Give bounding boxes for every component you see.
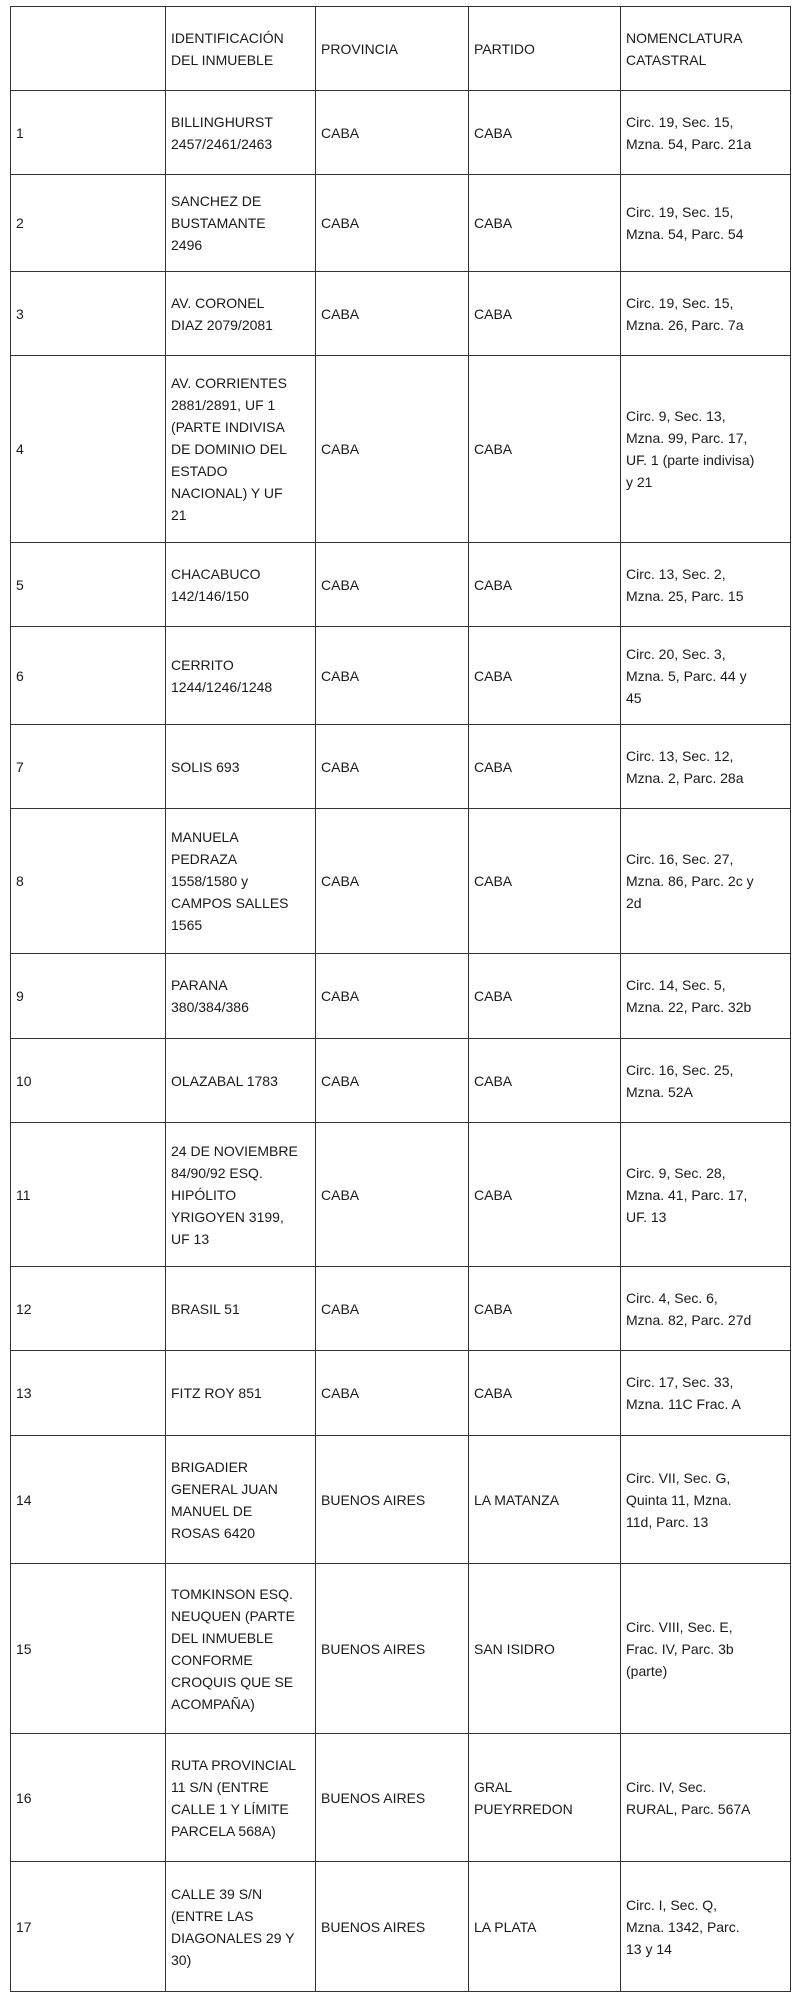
row-province: CABA	[316, 272, 469, 356]
table-row	[11, 954, 791, 1039]
row-district: CABA	[469, 1351, 621, 1436]
row-cadastral: Circ. 4, Sec. 6, Mzna. 82, Parc. 27d	[621, 1267, 791, 1351]
row-identification: SOLIS 693	[166, 725, 316, 809]
row-district: CABA	[469, 543, 621, 627]
row-number: 1	[11, 91, 166, 175]
row-number: 9	[11, 954, 166, 1039]
row-district: CABA	[469, 91, 621, 175]
property-table	[10, 6, 791, 1992]
row-identification: CALLE 39 S/N (ENTRE LAS DIAGONALES 29 Y 30)	[166, 1862, 316, 1992]
table-row	[11, 175, 791, 272]
table-row	[11, 1436, 791, 1564]
row-identification: BRASIL 51	[166, 1267, 316, 1351]
row-identification: PARANA 380/384/386	[166, 954, 316, 1039]
row-identification: AV. CORRIENTES 2881/2891, UF 1 (PARTE INDIVISA DE DOMINIO DEL ESTADO NACIONAL) Y UF 21	[166, 356, 316, 543]
row-identification: RUTA PROVINCIAL 11 S/N (ENTRE CALLE 1 Y LÍMITE PARCELA 568A)	[166, 1734, 316, 1862]
row-district: CABA	[469, 627, 621, 725]
row-district: CABA	[469, 175, 621, 272]
row-province: BUENOS AIRES	[316, 1734, 469, 1862]
row-district: CABA	[469, 1267, 621, 1351]
header-number	[11, 7, 166, 91]
row-province: CABA	[316, 91, 469, 175]
table-row	[11, 725, 791, 809]
row-province: CABA	[316, 954, 469, 1039]
row-number: 6	[11, 627, 166, 725]
row-province: CABA	[316, 356, 469, 543]
row-province: CABA	[316, 809, 469, 954]
row-cadastral: Circ. I, Sec. Q, Mzna. 1342, Parc. 13 y 14	[621, 1862, 791, 1992]
header-province: PROVINCIA	[316, 7, 469, 91]
row-number: 15	[11, 1564, 166, 1734]
row-number: 17	[11, 1862, 166, 1992]
table-row	[11, 1734, 791, 1862]
row-cadastral: Circ. 13, Sec. 12, Mzna. 2, Parc. 28a	[621, 725, 791, 809]
row-cadastral: Circ. 20, Sec. 3, Mzna. 5, Parc. 44 y 45	[621, 627, 791, 725]
row-cadastral: Circ. VII, Sec. G, Quinta 11, Mzna. 11d, Parc. 13	[621, 1436, 791, 1564]
row-identification: AV. CORONEL DIAZ 2079/2081	[166, 272, 316, 356]
table-row	[11, 1564, 791, 1734]
row-district: LA MATANZA	[469, 1436, 621, 1564]
row-identification: BRIGADIER GENERAL JUAN MANUEL DE ROSAS 6420	[166, 1436, 316, 1564]
row-identification: FITZ ROY 851	[166, 1351, 316, 1436]
row-district: GRAL PUEYRREDON	[469, 1734, 621, 1862]
table-header-row	[11, 7, 791, 91]
row-province: BUENOS AIRES	[316, 1436, 469, 1564]
row-number: 5	[11, 543, 166, 627]
row-number: 10	[11, 1039, 166, 1123]
row-province: CABA	[316, 1123, 469, 1267]
row-province: CABA	[316, 175, 469, 272]
row-cadastral: Circ. 17, Sec. 33, Mzna. 11C Frac. A	[621, 1351, 791, 1436]
row-cadastral: Circ. 9, Sec. 13, Mzna. 99, Parc. 17, UF. 1 (parte indivisa) y 21	[621, 356, 791, 543]
row-district: CABA	[469, 725, 621, 809]
row-identification: SANCHEZ DE BUSTAMANTE 2496	[166, 175, 316, 272]
row-identification: 24 DE NOVIEMBRE 84/90/92 ESQ. HIPÓLITO YRIGOYEN 3199, UF 13	[166, 1123, 316, 1267]
row-identification: CHACABUCO 142/146/150	[166, 543, 316, 627]
row-district: CABA	[469, 954, 621, 1039]
row-district: CABA	[469, 1039, 621, 1123]
row-cadastral: Circ. 9, Sec. 28, Mzna. 41, Parc. 17, UF. 13	[621, 1123, 791, 1267]
row-cadastral: Circ. 19, Sec. 15, Mzna. 54, Parc. 21a	[621, 91, 791, 175]
row-district: CABA	[469, 356, 621, 543]
header-cadastral: NOMENCLATURA CATASTRAL	[621, 7, 791, 91]
row-cadastral: Circ. 16, Sec. 27, Mzna. 86, Parc. 2c y 2d	[621, 809, 791, 954]
row-identification: CERRITO 1244/1246/1248	[166, 627, 316, 725]
row-province: CABA	[316, 1351, 469, 1436]
row-number: 4	[11, 356, 166, 543]
table-row	[11, 1267, 791, 1351]
row-identification: MANUELA PEDRAZA 1558/1580 y CAMPOS SALLES 1565	[166, 809, 316, 954]
row-number: 14	[11, 1436, 166, 1564]
table-row	[11, 272, 791, 356]
row-district: CABA	[469, 809, 621, 954]
table-row	[11, 1039, 791, 1123]
table-row	[11, 1862, 791, 1992]
row-province: CABA	[316, 1039, 469, 1123]
row-cadastral: Circ. 19, Sec. 15, Mzna. 54, Parc. 54	[621, 175, 791, 272]
row-district: SAN ISIDRO	[469, 1564, 621, 1734]
row-number: 11	[11, 1123, 166, 1267]
table-row	[11, 1351, 791, 1436]
header-district: PARTIDO	[469, 7, 621, 91]
header-identification: IDENTIFICACIÓN DEL INMUEBLE	[166, 7, 316, 91]
table-row	[11, 91, 791, 175]
row-cadastral: Circ. 19, Sec. 15, Mzna. 26, Parc. 7a	[621, 272, 791, 356]
row-number: 7	[11, 725, 166, 809]
row-number: 13	[11, 1351, 166, 1436]
row-province: BUENOS AIRES	[316, 1564, 469, 1734]
table-row	[11, 543, 791, 627]
row-identification: TOMKINSON ESQ. NEUQUEN (PARTE DEL INMUEBLE CONFORME CROQUIS QUE SE ACOMPAÑA)	[166, 1564, 316, 1734]
row-cadastral: Circ. 14, Sec. 5, Mzna. 22, Parc. 32b	[621, 954, 791, 1039]
row-number: 8	[11, 809, 166, 954]
table-row	[11, 356, 791, 543]
row-district: CABA	[469, 272, 621, 356]
table-row	[11, 627, 791, 725]
row-province: CABA	[316, 627, 469, 725]
row-number: 12	[11, 1267, 166, 1351]
row-province: BUENOS AIRES	[316, 1862, 469, 1992]
row-cadastral: Circ. 16, Sec. 25, Mzna. 52A	[621, 1039, 791, 1123]
table-row	[11, 1123, 791, 1267]
table-row	[11, 809, 791, 954]
row-province: CABA	[316, 725, 469, 809]
row-district: CABA	[469, 1123, 621, 1267]
row-cadastral: Circ. IV, Sec. RURAL, Parc. 567A	[621, 1734, 791, 1862]
row-district: LA PLATA	[469, 1862, 621, 1992]
row-identification: BILLINGHURST 2457/2461/2463	[166, 91, 316, 175]
row-province: CABA	[316, 543, 469, 627]
row-identification: OLAZABAL 1783	[166, 1039, 316, 1123]
row-number: 16	[11, 1734, 166, 1862]
row-cadastral: Circ. VIII, Sec. E, Frac. IV, Parc. 3b (parte)	[621, 1564, 791, 1734]
row-cadastral: Circ. 13, Sec. 2, Mzna. 25, Parc. 15	[621, 543, 791, 627]
row-number: 2	[11, 175, 166, 272]
row-province: CABA	[316, 1267, 469, 1351]
row-number: 3	[11, 272, 166, 356]
